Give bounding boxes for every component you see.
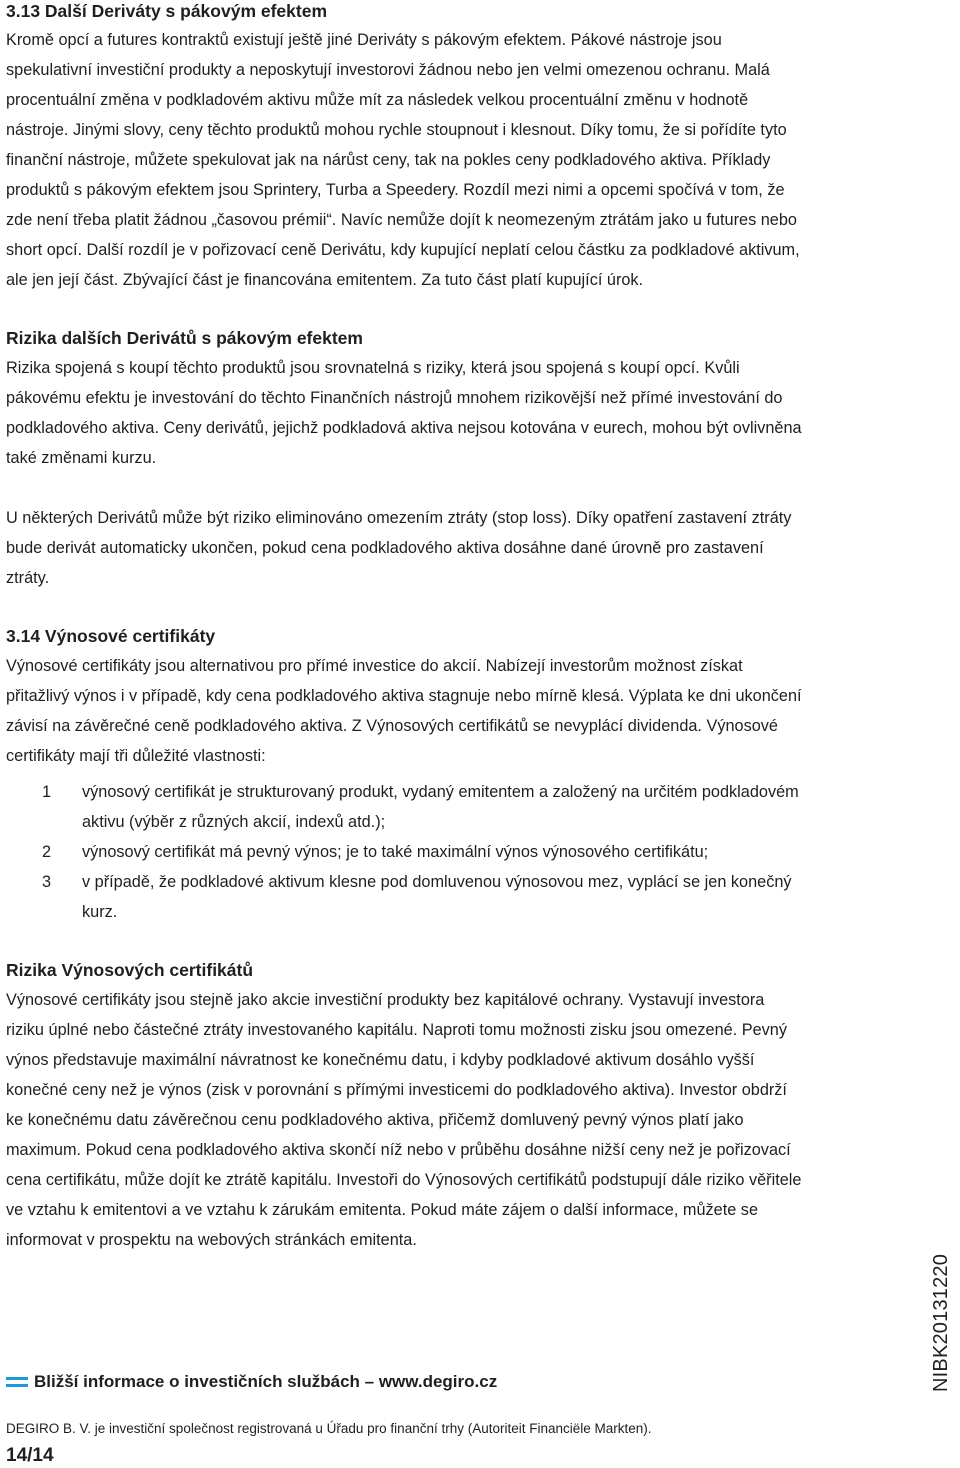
section-3-13-paragraph: Kromě opcí a futures kontraktů existují ještě jiné Deriváty s pákovým efektem. Pákové nástroje jsou spekulativní investiční produkty a neposkytují investorovi žádnou nebo jen velmi omezenou ochranu. Malá procentuální změna v podkladovém aktivu může mít za následek velkou procentuální změnu v hodnotě nástroje. Jinými slovy, ceny těchto produktů mohou rychle stoupnout i klesnout. Díky tomu, že si pořídíte tyto finanční nástroje, můžete spekulovat jak na nárůst ceny, tak na pokles ceny podkladového aktiva. Příklady produktů s pákovým efektem jsou Sprintery, Turba a Speedery. Rozdíl mezi nimi a opcemi spočívá v tom, že zde není třeba platit žádnou „časovou prémii“. Navíc nemůže dojít k neomezeným ztrátám jako u futures nebo short opcí. Další rozdíl je v pořizovací ceně Derivátu, kdy kupující neplatí celou částku za podkladové aktivum, ale jen její část. Zbývající část je financována emitentem. Za tuto část platí kupující úrok. bbox=[6, 31, 800, 289]
equals-icon bbox=[6, 1375, 28, 1389]
more-info-link[interactable] bbox=[6, 1372, 497, 1392]
list-item bbox=[6, 837, 806, 867]
section-title-risks-leverage: Rizika dalších Derivátů s pákovým efektem bbox=[6, 328, 363, 348]
list-item-text: v případě, že podkladové aktivum klesne pod domluvenou výnosovou mez, vyplácí se jen konečný kurz. bbox=[82, 873, 792, 921]
list-item-number: 1 bbox=[42, 783, 52, 801]
document-page bbox=[6, 0, 806, 1255]
page-number: 14/14 bbox=[6, 1445, 54, 1466]
legal-notice: DEGIRO B. V. je investiční společnost registrovaná u Úřadu pro finanční trhy (Autoriteit Financiële Markten). bbox=[6, 1421, 652, 1436]
more-info-link-text: Bližší informace o investičních službách – www.degiro.cz bbox=[34, 1372, 498, 1391]
list-item bbox=[6, 777, 806, 837]
section-3-14-paragraph: Výnosové certifikáty jsou alternativou pro přímé investice do akcií. Nabízejí investorům možnost získat přitažlivý výnos i v případě, kdy cena podkladového aktiva stagnuje nebo mírně klesá. Výplata ke dni ukončení závisí na závěrečné ceně podkladového aktiva. Z Výnosových certifikátů se nevyplácí dividenda. Výnosové certifikáty mají tři důležité vlastnosti: bbox=[6, 657, 802, 765]
properties-list bbox=[6, 777, 806, 927]
list-item-number: 3 bbox=[42, 873, 52, 891]
section-title-risks-yield: Rizika Výnosových certifikátů bbox=[6, 960, 254, 980]
risks-yield-paragraph: Výnosové certifikáty jsou stejně jako akcie investiční produkty bez kapitálové ochrany. Vystavují investora riziku úplné nebo částečné ztráty investovaného kapitálu. Naproti tomu možnosti zisku jsou omezené. Pevný výnos představuje maximální návratnost ke konečnému datu, i kdyby podkladové aktivum dosáhlo vyšší konečné ceny než je výnos (zisk v porovnání s přímými investicemi do podkladového aktiva). Investor obdrží ke konečnému datu závěrečnou cenu podkladového aktiva, přičemž domluvený pevný výnos platí jako maximum. Pokud cena podkladového aktiva skončí níž nebo v průběhu dosáhne nižší ceny než je pořizovací cena certifikátu, může dojít ke ztrátě kapitálu. Investoři do Výnosových certifikátů podstupují dále riziko věřitele ve vztahu k emitentovi a ve vztahu k zárukám emitenta. Pokud máte zájem o další informace, můžete se informovat v prospektu na webových stránkách emitenta. bbox=[6, 991, 802, 1249]
list-item-number: 2 bbox=[42, 843, 52, 861]
section-title-3-14: 3.14 Výnosové certifikáty bbox=[6, 626, 216, 646]
list-item-text: výnosový certifikát má pevný výnos; je to také maximální výnos výnosového certifikátu; bbox=[82, 843, 709, 861]
section-title-3-13: 3.13 Další Deriváty s pákovým efektem bbox=[6, 1, 328, 21]
document-code-text: NIBK20131220 bbox=[930, 1253, 952, 1392]
list-item bbox=[6, 867, 806, 927]
risks-leverage-paragraph-2: U některých Derivátů může být riziko eliminováno omezením ztráty (stop loss). Díky opatření zastavení ztráty bude derivát automaticky ukončen, pokud cena podkladového aktiva dosáhne dané úrovně pro zastavení ztráty. bbox=[6, 509, 792, 587]
list-item-text: výnosový certifikát je strukturovaný produkt, vydaný emitentem a založený na určitém podkladovém aktivu (výběr z různých akcií, indexů atd.); bbox=[82, 783, 799, 831]
risks-leverage-paragraph-1: Rizika spojená s koupí těchto produktů jsou srovnatelná s riziky, která jsou spojená s koupí opcí. Kvůli pákovému efektu je investování do těchto Finančních nástrojů mnohem rizikovější než přímé investování do podkladového aktiva. Ceny derivátů, jejichž podkladová aktiva nejsou kotována v eurech, mohou být ovlivněna také změnami kurzu. bbox=[6, 359, 802, 467]
